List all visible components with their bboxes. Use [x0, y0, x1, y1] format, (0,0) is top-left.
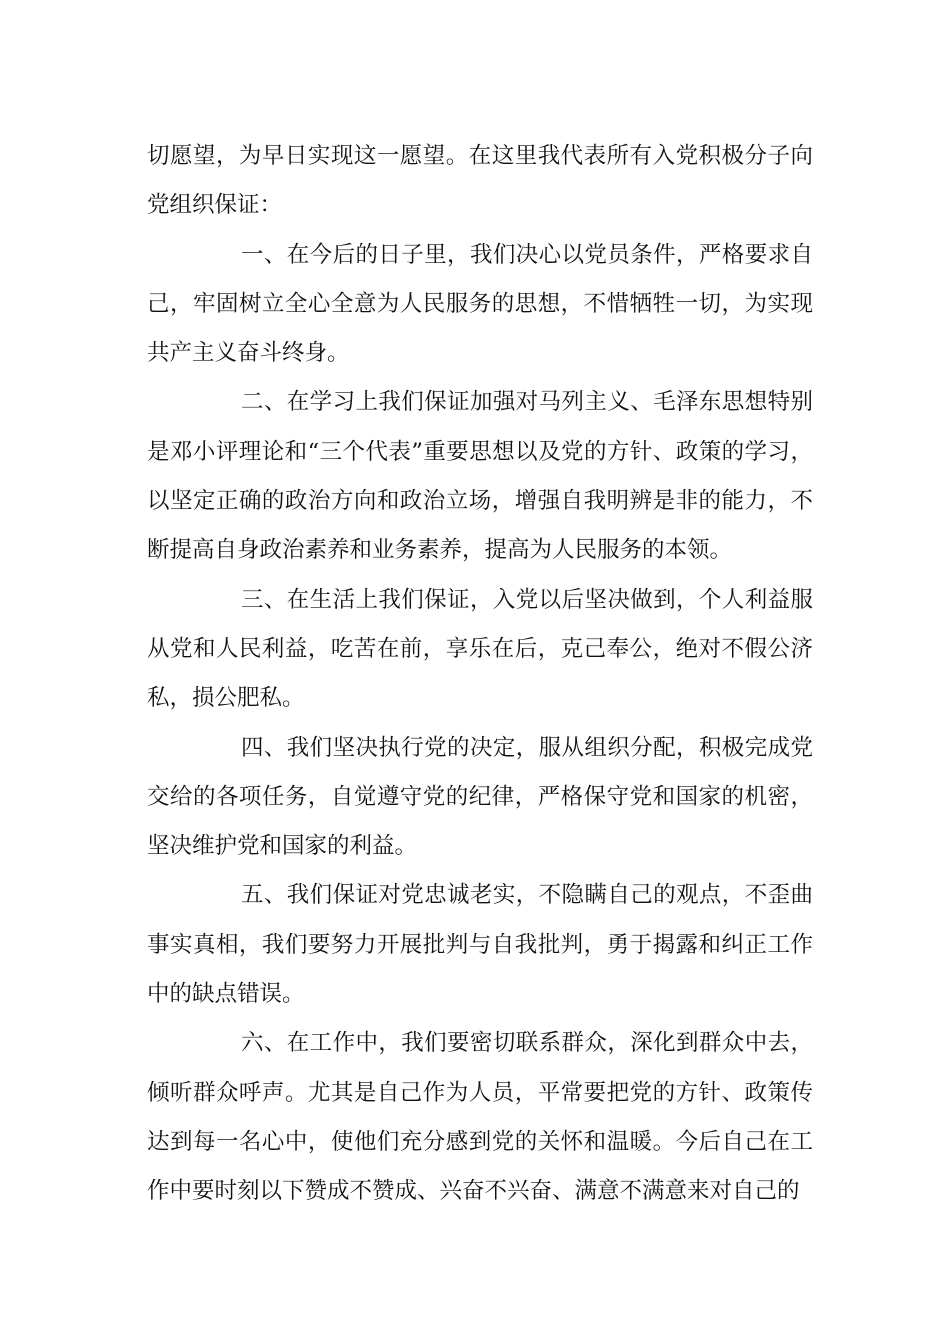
paragraph-continuation: 切愿望，为早日实现这一愿望。在这里我代表所有入党积极分子向党组织保证：: [147, 143, 813, 219]
paragraph-pledge-4: 四、我们坚决执行党的决定，服从组织分配，积极完成党交给的各项任务，自觉遵守党的纪律，严格保守党和国家的机密，坚决维护党和国家的利益。: [147, 734, 813, 860]
paragraph-pledge-2: 二、在学习上我们保证加强对马列主义、毛泽东思想特别是邓小评理论和“三个代表”重要思想以及党的方针、政策的学习，以坚定正确的政治方向和政治立场，增强自我明辨是非的能力，不断提高自身政治素养和业务素养，提高为人民服务的本领。: [147, 389, 813, 564]
paragraph-pledge-6: 六、在工作中，我们要密切联系群众，深化到群众中去，倾听群众呼声。尤其是自己作为人员，平常要把党的方针、政策传达到每一名心中，使他们充分感到党的关怀和温暖。今后自己在工作中要时刻以下赞成不赞成、兴奋不兴奋、满意不满意来对自己的: [147, 1030, 813, 1205]
paragraph-pledge-1: 一、在今后的日子里，我们决心以党员条件，严格要求自己，牢固树立全心全意为人民服务的思想，不惜牺牲一切，为实现共产主义奋斗终身。: [147, 241, 813, 367]
paragraph-pledge-3: 三、在生活上我们保证，入党以后坚决做到，个人利益服从党和人民利益，吃苦在前，享乐在后，克己奉公，绝对不假公济私，损公肥私。: [147, 586, 813, 712]
document-body: [147, 132, 813, 1217]
paragraph-pledge-5: 五、我们保证对党忠诚老实，不隐瞒自己的观点，不歪曲事实真相，我们要努力开展批判与自我批判，勇于揭露和纠正工作中的缺点错误。: [147, 882, 813, 1008]
